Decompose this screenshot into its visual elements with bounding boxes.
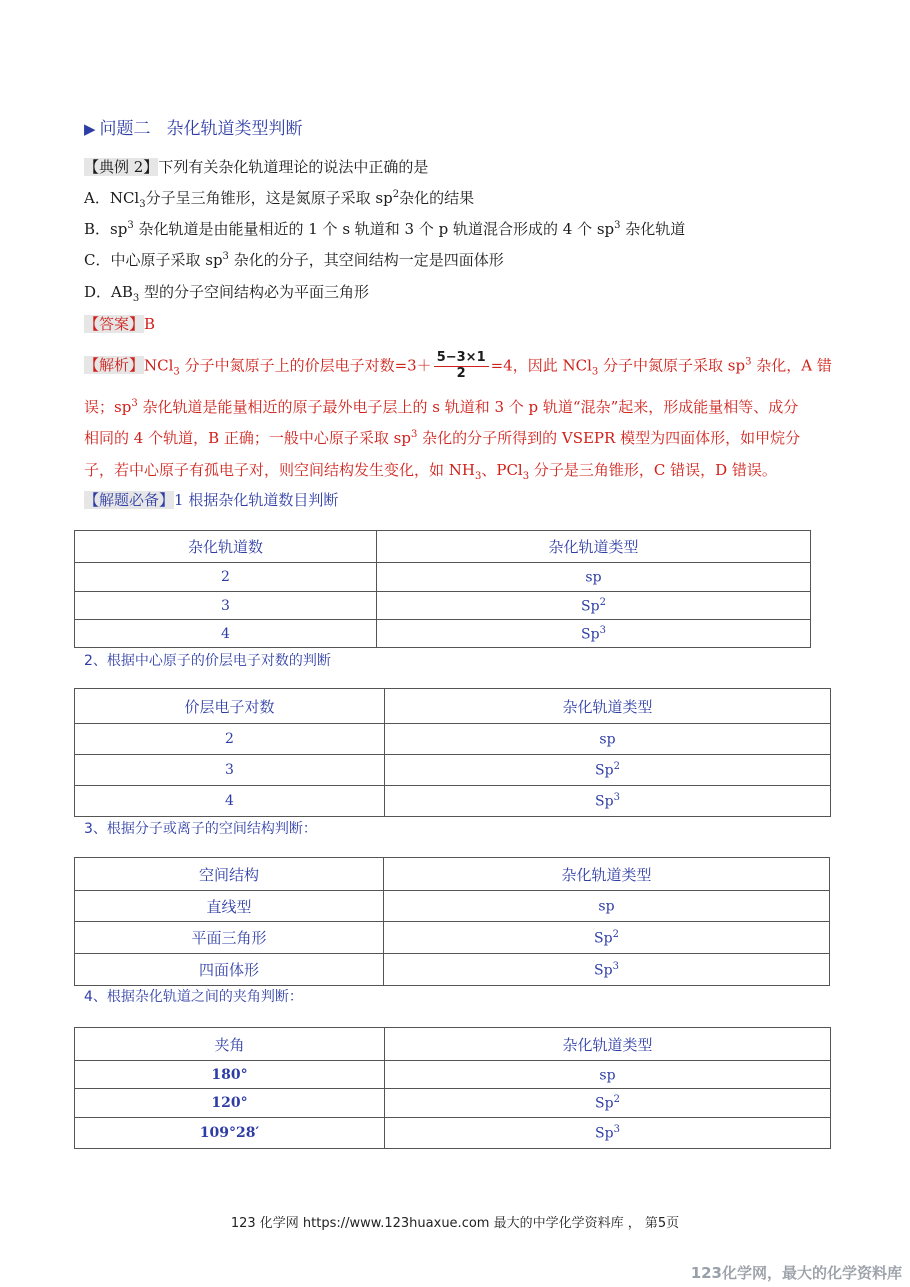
heading-3: 3、根据分子或离子的空间结构判断： — [84, 821, 317, 837]
table-row: 3 Sp$^2$ — [75, 592, 811, 620]
table-row: 2 sp — [75, 724, 831, 755]
essentials-tag: 【解题必备】 — [84, 491, 175, 509]
table-row: 120° Sp$^2$ — [75, 1089, 831, 1118]
table-bond-angle — [74, 1027, 831, 1149]
analysis-line-2: 误；$sp^3$ 杂化轨道是能量相近的原子最外电子层上的 s 轨道和 3 个 p 轨道“混杂”起来，形成能量相等、成分 — [84, 398, 799, 416]
analysis-line-3: 相同的 4 个轨道，B 正确；一般中心原子采取 $sp^3$ 杂化的分子所得到的 VSEPR 模型为四面体形，如甲烷分 — [84, 429, 801, 447]
heading-4: 4、根据杂化轨道之间的夹角判断： — [84, 989, 303, 1005]
watermark: 123化学网，最大的化学资料库 — [690, 1264, 902, 1282]
answer-tag: 【答案】 — [84, 315, 145, 333]
section-heading: 杂化轨道类型判断 — [166, 119, 303, 139]
table-row: 直线型 sp — [75, 891, 830, 922]
example-tag: 【典例 2】 — [84, 158, 159, 176]
analysis-line-1: 【解析】NCl$_3$ 分子中氮原子上的价层电子对数=3＋ $\frac{5-3\times 1}{2}$ =4，因此 NCl$_3$ 分子中氮原子采取 $sp^3$ 杂化，A 错 — [84, 350, 832, 381]
table-header-row: 杂化轨道数 杂化轨道类型 — [75, 531, 811, 563]
section-number: 问题二 — [99, 119, 151, 139]
table-row: 3 Sp$^2$ — [75, 755, 831, 786]
triangle-marker-icon: ▶ — [84, 120, 96, 138]
table-header-row: 夹角 杂化轨道类型 — [75, 1028, 831, 1061]
answer — [84, 313, 155, 334]
option-d: D．$AB_3$ 型的分子空间结构必为平面三角形 — [84, 283, 370, 304]
table-header-row: 价层电子对数 杂化轨道类型 — [75, 689, 831, 724]
table-row: 109°28′ Sp$^3$ — [75, 1118, 831, 1149]
table-row: 四面体形 Sp$^3$ — [75, 954, 830, 986]
table-row: 平面三角形 Sp$^2$ — [75, 922, 830, 954]
table-row: 180° sp — [75, 1061, 831, 1089]
table-spatial-structure — [74, 857, 830, 986]
table-orbital-count — [74, 530, 811, 648]
option-b: B．$sp^3$ 杂化轨道是由能量相近的 1 个 s 轨道和 3 个 p 轨道混合形成的 4 个 $sp^3$ 杂化轨道 — [84, 220, 686, 238]
option-a: A．NCl$_3$分子呈三角锥形，这是氮原子采取 $sp^2$杂化的结果 — [84, 189, 475, 210]
page-footer: 123 化学网 https://www.123huaxue.com 最大的中学化学资料库 ， 第5页 — [230, 1216, 680, 1231]
question-text: 下列有关杂化轨道理论的说法中正确的是 — [158, 158, 429, 176]
option-c: C．中心原子采取 $sp^3$ 杂化的分子，其空间结构一定是四面体形 — [84, 251, 504, 269]
fraction: $\frac{5-3\times 1}{2}$ — [434, 351, 489, 382]
table-header-row: 空间结构 杂化轨道类型 — [75, 858, 830, 891]
analysis-line-4: 子，若中心原子有孤电子对，则空间结构发生变化，如 $NH_3$、PCl$_3$ 分子是三角锥形，C 错误，D 错误。 — [84, 461, 777, 482]
table-row: 4 Sp$^3$ — [75, 620, 811, 648]
essentials-heading: 【解题必备】1 根据杂化轨道数目判断 — [84, 491, 339, 509]
heading-2: 2、根据中心原子的价层电子对数的判断 — [84, 653, 331, 669]
table-row: 2 sp — [75, 563, 811, 592]
analysis-tag: 【解析】 — [84, 356, 145, 375]
table-valence-pairs — [74, 688, 831, 817]
section-title — [84, 114, 303, 139]
table-row: 4 Sp$^3$ — [75, 786, 831, 817]
answer-value: B — [144, 315, 156, 333]
example-question — [84, 156, 428, 177]
